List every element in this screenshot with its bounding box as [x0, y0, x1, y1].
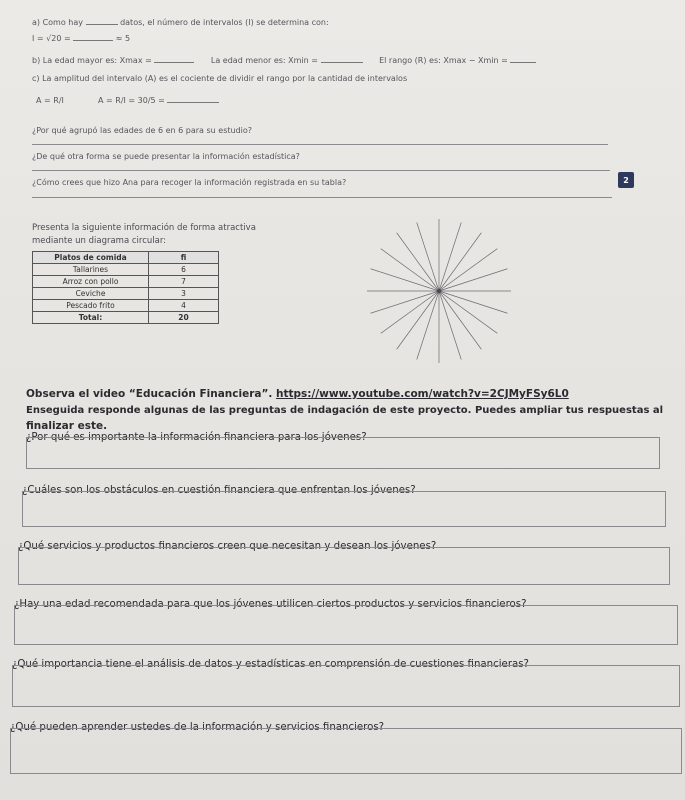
min-age-label: La edad menor es: Xmin =	[210, 56, 318, 65]
table-row	[33, 264, 219, 276]
pie-center-dot	[437, 289, 441, 293]
blank-pie-template[interactable]	[364, 216, 514, 366]
pie-spoke	[439, 223, 461, 291]
dish-cell: Arroz con pollo	[33, 276, 149, 288]
question-bottom-5: ¿Qué importancia tiene el análisis de datos y estadísticas en comprensión de cuestiones financieras?	[12, 659, 529, 670]
section-b-line	[32, 56, 536, 65]
answer-line[interactable]	[32, 144, 608, 145]
pie-spoke	[371, 269, 439, 291]
range-label: El rango (R) es: Xmax − Xmin =	[379, 56, 508, 65]
frequency-cell: 3	[149, 288, 219, 300]
pie-spoke	[439, 291, 497, 333]
page-number-badge: 2	[618, 172, 634, 188]
answer-box[interactable]	[14, 605, 678, 645]
section-a-text-2: datos, el número de intervalos (I) se determina con:	[120, 18, 329, 27]
max-age-label: b) La edad mayor es: Xmax =	[32, 56, 152, 65]
question-bottom-1: ¿Por qué es importante la información financiera para los jóvenes?	[26, 432, 367, 443]
pie-spoke	[439, 291, 507, 313]
pie-spoke	[381, 291, 439, 333]
section-c-text: c) La amplitud del intervalo (A) es el cociente de dividir el rango por la cantidad de intervalos	[32, 74, 408, 83]
table-header-row	[33, 252, 219, 264]
table-row	[33, 300, 219, 312]
answer-line[interactable]	[32, 197, 612, 198]
answer-box[interactable]	[22, 491, 666, 527]
table-row	[33, 276, 219, 288]
pie-spoke	[381, 249, 439, 291]
pie-spoke	[417, 223, 439, 291]
total-label: Total:	[33, 312, 149, 324]
answer-blank[interactable]	[86, 24, 118, 25]
answer-line[interactable]	[32, 170, 610, 171]
pie-spoke	[397, 291, 439, 349]
section-a-line2	[32, 34, 130, 43]
total-value: 20	[149, 312, 219, 324]
pie-spoke	[397, 233, 439, 291]
video-instruction-line2: Enseguida responde algunas de las preguntas de indagación de este proyecto. Puedes ampliar tus respuestas al	[26, 405, 664, 416]
formula-text: I = √20 =	[32, 34, 71, 43]
answer-blank[interactable]	[73, 40, 113, 41]
video-instruction-line3: finalizar este.	[26, 420, 108, 432]
table-total-row	[33, 312, 219, 324]
header-frequency: fi	[149, 252, 219, 264]
pie-spoke	[439, 291, 461, 359]
section-a-text: a) Como hay	[32, 18, 83, 27]
section-a-line1	[32, 18, 329, 27]
video-instruction-line1	[26, 388, 569, 400]
frequency-cell: 7	[149, 276, 219, 288]
amplitude-blank[interactable]	[167, 102, 219, 103]
question-bottom-6: ¿Qué pueden aprender ustedes de la información y servicios financieros?	[10, 722, 385, 733]
amplitude-formula: A = R/I	[36, 96, 64, 105]
video-instruction-text: Observa el video “Educación Financiera”.	[26, 388, 273, 400]
pie-spoke	[439, 249, 497, 291]
question-bottom-2: ¿Cuáles son los obstáculos en cuestión financiera que enfrentan los jóvenes?	[22, 485, 416, 496]
question-bottom-4: ¿Hay una edad recomendada para que los jóvenes utilicen ciertos productos y servicios financieros?	[14, 599, 527, 610]
frequency-cell: 6	[149, 264, 219, 276]
amplitude-formula-2	[98, 96, 219, 105]
question-top-1: ¿Por qué agrupó las edades de 6 en 6 para su estudio?	[32, 126, 253, 135]
dish-cell: Ceviche	[33, 288, 149, 300]
max-age-blank[interactable]	[154, 62, 194, 63]
dish-cell: Pescado frito	[33, 300, 149, 312]
pie-spoke	[439, 269, 507, 291]
amplitude-formula-text: A = R/I = 30/5 =	[98, 96, 165, 105]
pie-spokes	[367, 219, 511, 363]
answer-box[interactable]	[12, 665, 680, 707]
formula-result: ≈ 5	[115, 34, 131, 43]
answer-box[interactable]	[18, 547, 670, 585]
table-row	[33, 288, 219, 300]
pie-spoke	[371, 291, 439, 313]
question-top-3: ¿Cómo crees que hizo Ana para recoger la información registrada en su tabla?	[32, 178, 347, 187]
video-link[interactable]: https://www.youtube.com/watch?v=2CJMyFSy6L0	[276, 388, 569, 400]
question-bottom-3: ¿Qué servicios y productos financieros creen que necesitan y desean los jóvenes?	[18, 541, 437, 552]
answer-box[interactable]	[26, 437, 660, 469]
min-age-blank[interactable]	[321, 62, 363, 63]
pie-instruction-line2: mediante un diagrama circular:	[32, 236, 167, 246]
range-blank[interactable]	[510, 62, 536, 63]
pie-spoke	[439, 233, 481, 291]
header-dish: Platos de comida	[33, 252, 149, 264]
pie-instruction-line1: Presenta la siguiente información de forma atractiva	[32, 223, 256, 233]
pie-spoke	[417, 291, 439, 359]
frequency-cell: 4	[149, 300, 219, 312]
pie-spoke	[439, 291, 481, 349]
food-frequency-table	[32, 251, 219, 324]
question-top-2: ¿De qué otra forma se puede presentar la información estadística?	[32, 152, 300, 161]
answer-box[interactable]	[10, 728, 682, 774]
dish-cell: Tallarines	[33, 264, 149, 276]
